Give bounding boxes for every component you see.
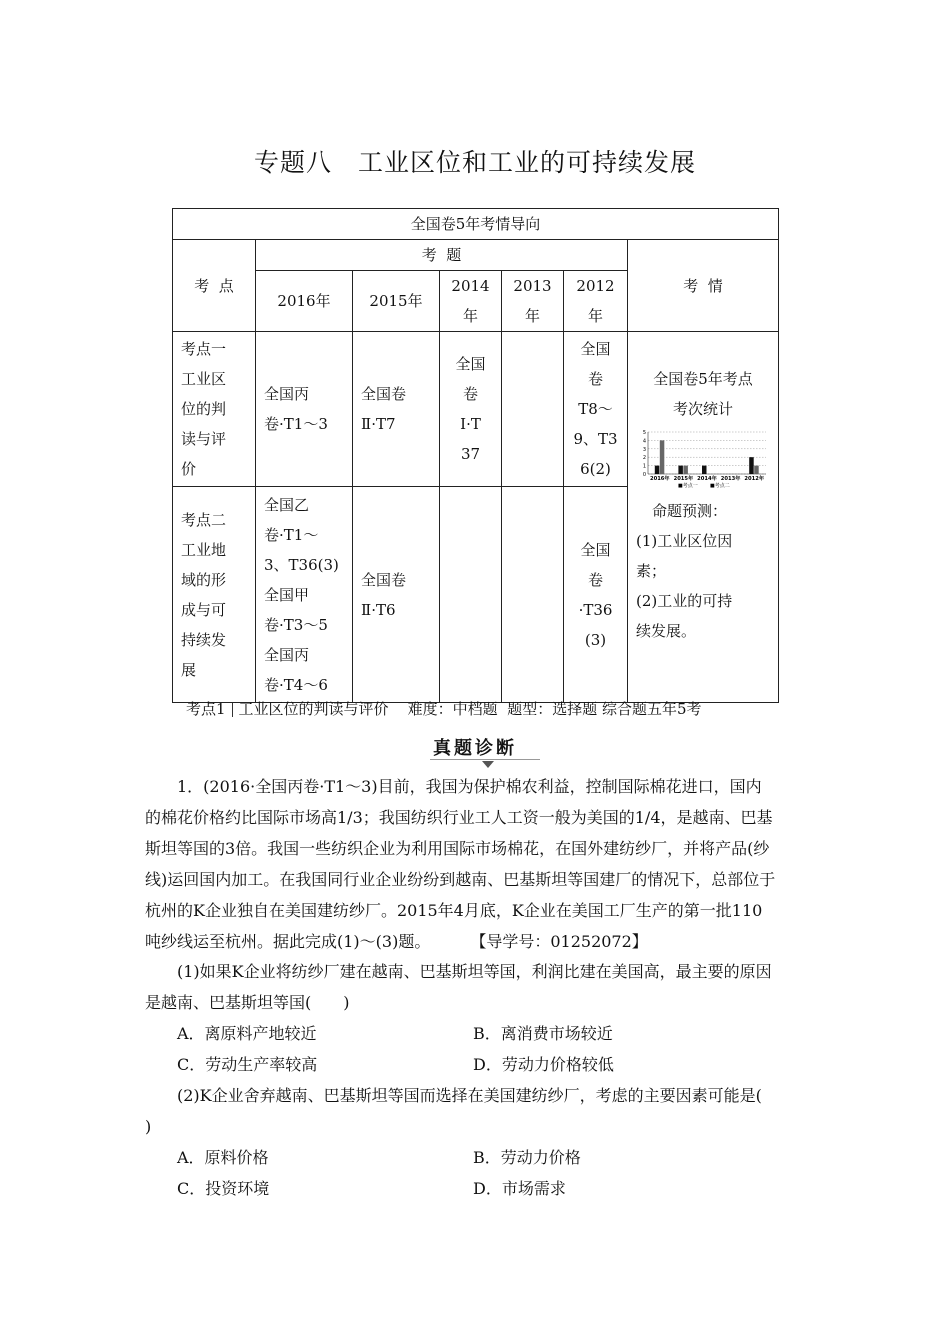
- chart-bar-2: [683, 466, 688, 474]
- chart-xtick-label: 2016年: [650, 476, 670, 482]
- kaodian-1-2016: 全国丙 卷·T1～3: [256, 332, 353, 487]
- chart-legend-entry: ■考点二: [710, 483, 730, 489]
- meta-label: 考点1: [186, 700, 226, 718]
- meta-topic: 工业区位的判读与评价: [238, 700, 389, 718]
- kaodian-2-name: 考点二 工业地 域的形 成与可 持续发 展: [173, 487, 256, 703]
- meta-type: 题型：选择题 综合题五年5考: [507, 700, 702, 718]
- kaodian-2-2012: 全国 卷 ·T36 (3): [564, 487, 628, 703]
- option-1D[interactable]: D．劳动力价格较低: [473, 1055, 614, 1074]
- kaodian-1-2013: [502, 332, 564, 487]
- title-part2: 工业区位和工业的可持续发展: [358, 148, 697, 177]
- year-2016: 2016年: [256, 271, 353, 332]
- chart-bar-1: [702, 466, 707, 474]
- kaoqing-cell: [628, 332, 779, 703]
- chart-ytick-label: 2: [642, 455, 647, 462]
- kaodian-1-name: 考点一 工业区 位的判 读与评 价: [173, 332, 256, 487]
- chart-bar-1: [655, 466, 660, 474]
- option-2A[interactable]: A．原料价格: [177, 1148, 269, 1167]
- year-2013: 2013 年: [502, 271, 564, 332]
- chart-ytick-label: 0: [642, 472, 647, 478]
- option-2D[interactable]: D．市场需求: [473, 1179, 566, 1198]
- kaodian-stat-chart: [638, 428, 768, 490]
- option-2C[interactable]: C．投资环境: [177, 1179, 270, 1198]
- kaodian-2-2013: [502, 487, 564, 703]
- kaodian-2-2014: [440, 487, 502, 703]
- option-1C[interactable]: C．劳动生产率较高: [177, 1055, 318, 1074]
- chart-bar-1: [678, 466, 683, 474]
- section-heading: 真题诊断: [433, 738, 517, 759]
- chart-ytick-label: 5: [642, 430, 647, 436]
- option-2B[interactable]: B．劳动力价格: [473, 1148, 581, 1167]
- kaodian-1-2015: 全国卷 Ⅱ·T7: [353, 332, 440, 487]
- chart-xtick-label: 2013年: [720, 476, 741, 482]
- chart-xtick-label: 2012年: [744, 476, 765, 482]
- col-header-kaodian: 考 点: [173, 240, 256, 332]
- chart-xtick-label: 2014年: [697, 476, 717, 482]
- kaodian-1-2012: 全国 卷 T8～ 9、T3 6(2): [564, 332, 628, 487]
- guide-number: 【导学号：01252072】: [470, 932, 648, 951]
- exam-table: [172, 208, 779, 703]
- forecast: 命题预测： (1)工业区位因 素； (2)工业的可持 续发展。: [636, 502, 733, 640]
- chart-title: 全国卷5年考点 考次统计: [653, 370, 753, 418]
- kaodian-1-2014: 全国 卷 Ⅰ·T 37: [440, 332, 502, 487]
- chart-ytick-label: 4: [642, 438, 647, 445]
- chart-bar-2: [754, 466, 759, 474]
- title-part1: 专题八: [253, 148, 332, 177]
- table-caption: 全国卷5年考情导向: [173, 209, 779, 240]
- sub-question-2: (2)K企业舍弃越南、巴基斯坦等国而选择在美国建纺纱厂，考虑的主要因素可能是( ): [145, 1086, 762, 1136]
- section-arrow-icon: [482, 761, 494, 768]
- option-1A[interactable]: A．离原料产地较近: [177, 1024, 317, 1043]
- meta-difficulty: 难度：中档题: [407, 700, 498, 718]
- kaodian-meta: [186, 698, 702, 719]
- chart-bar-1: [749, 457, 754, 474]
- chart-bar-2: [660, 440, 665, 474]
- kaodian-2-2015: 全国卷 Ⅱ·T6: [353, 487, 440, 703]
- year-2012: 2012 年: [564, 271, 628, 332]
- sub-question-1: (1)如果K企业将纺纱厂建在越南、巴基斯坦等国，利润比建在美国高，最主要的原因 是越南、巴基斯坦等国( ): [145, 962, 772, 1012]
- chart-xtick-label: 2015年: [673, 476, 694, 482]
- chart-ytick-label: 3: [642, 446, 647, 453]
- chart-ytick-label: 1: [642, 463, 647, 470]
- question-stem: 1．(2016·全国丙卷·T1～3)目前，我国为保护棉农利益，控制国际棉花进口，国内 的棉花价格约比国际市场高1/3；我国纺织行业工人工资一般为美国的1/4，是越南、巴基 斯坦等国的3倍。我国一些纺织企业为利用国际市场棉花，在国外建纺纱厂，并将产品(纱 线)运回国内加工。在我国同行业企业纷纷到越南、巴基斯坦等国建厂的情况下，总部位于 杭州的K企业独自在美国建纺纱厂。2015年4月底，K企业在美国工厂生产的第一批110 吨纱线运至杭州。据此完成(1)～(3)题。 【导学号：01252072】: [145, 777, 776, 951]
- col-header-kaoti: 考 题: [256, 240, 628, 271]
- year-2015: 2015年: [353, 271, 440, 332]
- kaodian-2-2016: 全国乙 卷·T1～ 3、T36(3) 全国甲 卷·T3～5 全国丙 卷·T4～6: [256, 487, 353, 703]
- year-2014: 2014 年: [440, 271, 502, 332]
- page-title: [0, 143, 950, 179]
- option-1B[interactable]: B．离消费市场较近: [473, 1024, 613, 1043]
- chart-legend-entry: ■考点一: [678, 483, 698, 489]
- col-header-kaoqing: 考 情: [628, 240, 779, 332]
- section-underline: [430, 759, 540, 760]
